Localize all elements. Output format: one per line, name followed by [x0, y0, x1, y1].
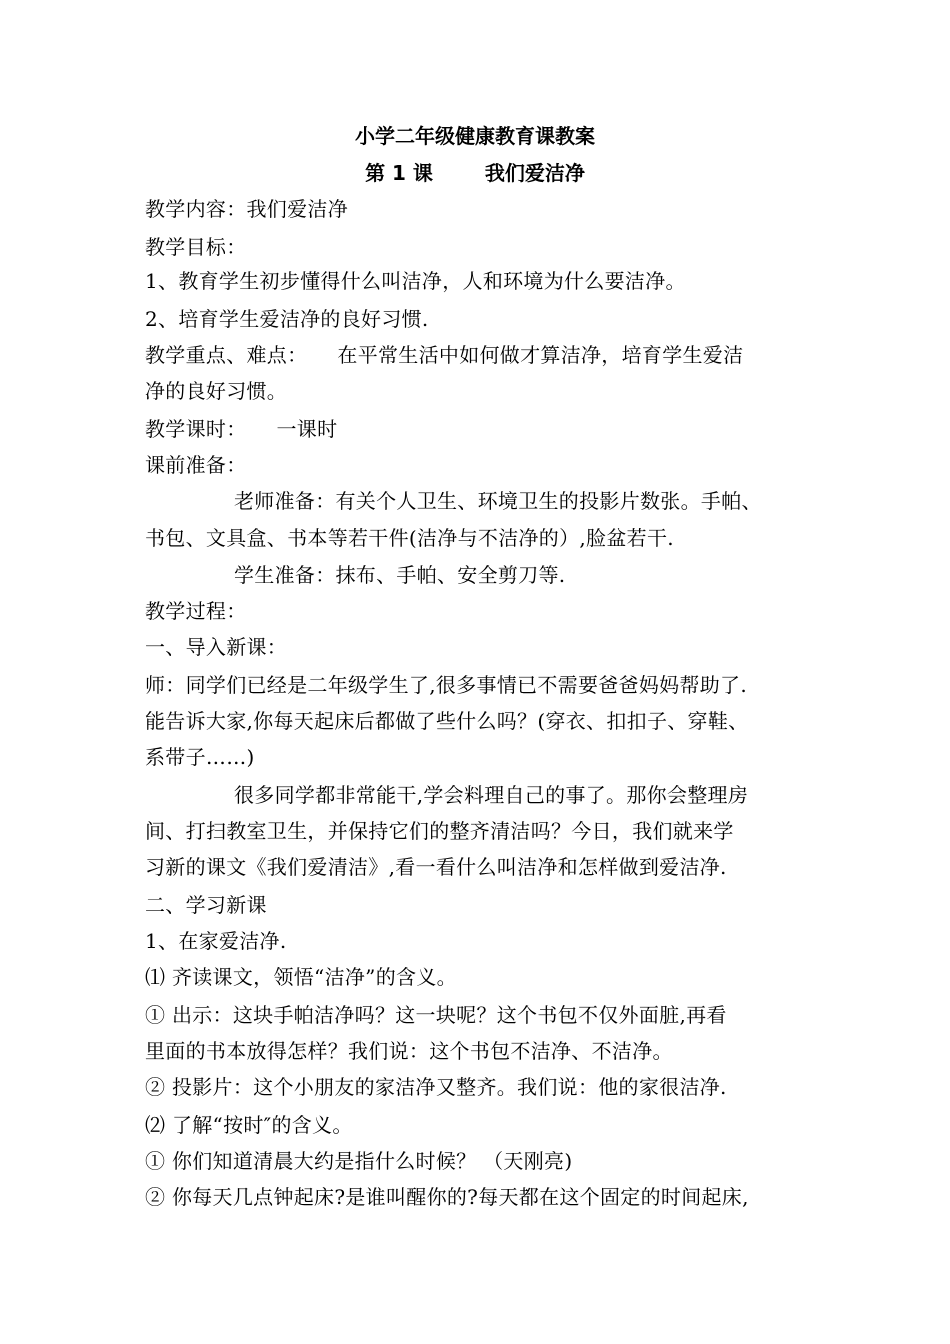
- lesson-heading: [0, 159, 950, 187]
- list-item-cont: 里面的书本放得怎样？我们说：这个书包不洁净、不洁净。: [145, 1039, 673, 1063]
- section-1-heading: 一、导入新课：: [145, 635, 288, 659]
- list-item: ⑴ 齐读课文，领悟“洁净”的含义。: [145, 965, 457, 989]
- subsection-heading: 1、在家爱洁净.: [145, 929, 287, 953]
- list-item: ② 投影片：这个小朋友的家洁净又整齐。我们说：他的家很洁净.: [145, 1075, 727, 1099]
- teaching-process-heading: 教学过程：: [145, 599, 247, 623]
- key-points-label: 教学重点、难点：: [145, 343, 308, 367]
- paragraph-line: 师：同学们已经是二年级学生了,很多事情已不需要爸爸妈妈帮助了.: [145, 673, 748, 697]
- class-hours-line: [145, 415, 337, 443]
- teacher-preparation: 老师准备：有关个人卫生、环境卫生的投影片数张。手帕、: [234, 489, 762, 513]
- lesson-number: 第 1 课: [365, 161, 433, 185]
- goal-2: 2、培育学生爱洁净的良好习惯.: [145, 307, 429, 331]
- key-points-text: 在平常生活中如何做才算洁净，培育学生爱洁: [337, 343, 744, 367]
- paragraph-line: 间、打扫教室卫生，并保持它们的整齐清洁吗？今日，我们就来学: [145, 819, 734, 843]
- key-points-text-cont: 净的良好习惯。: [145, 379, 288, 403]
- key-points-line: [145, 341, 743, 369]
- paragraph-line: 习新的课文《我们爱清洁》,看一看什么叫洁净和怎样做到爱洁净.: [145, 855, 727, 879]
- paragraph-line: 能告诉大家,你每天起床后都做了些什么吗？(穿衣、扣扣子、穿鞋、: [145, 709, 749, 733]
- list-item: ① 出示：这块手帕洁净吗？这一块呢？这个书包不仅外面脏,再看: [145, 1003, 727, 1027]
- list-item: ① 你们知道清晨大约是指什么时候？ （天刚亮): [145, 1149, 573, 1173]
- teacher-preparation-cont: 书包、文具盒、书本等若干件(洁净与不洁净的）,脸盆若干.: [145, 526, 674, 550]
- class-hours-value: 一课时: [276, 417, 338, 441]
- paragraph-line: 系带子……): [145, 745, 255, 769]
- student-preparation: 学生准备：抹布、手帕、安全剪刀等.: [234, 563, 566, 587]
- teaching-goals-heading: 教学目标：: [145, 235, 247, 259]
- lesson-name: 我们爱洁净: [484, 161, 585, 185]
- class-hours-label: 教学课时：: [145, 417, 247, 441]
- section-2-heading: 二、学习新课: [145, 893, 267, 917]
- preparation-heading: 课前准备：: [145, 453, 247, 477]
- paragraph-line: 很多同学都非常能干,学会料理自己的事了。那你会整理房: [234, 783, 749, 807]
- goal-1: 1、教育学生初步懂得什么叫洁净，人和环境为什么要洁净。: [145, 269, 686, 293]
- teaching-content: 教学内容：我们爱洁净: [145, 197, 348, 221]
- document-title: 小学二年级健康教育课教案: [355, 124, 595, 148]
- list-item: ② 你每天几点钟起床?是谁叫醒你的?每天都在这个固定的时间起床,: [145, 1185, 749, 1209]
- list-item: ⑵ 了解“按时″的含义。: [145, 1113, 353, 1137]
